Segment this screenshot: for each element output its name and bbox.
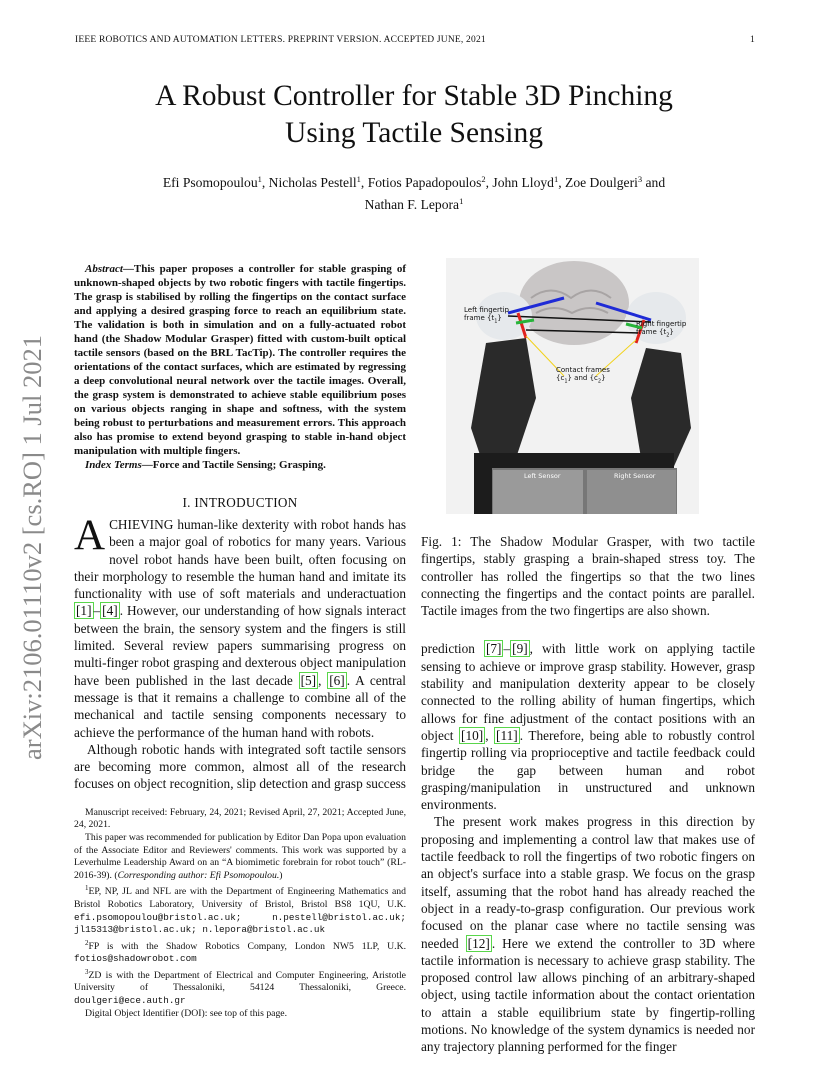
label-contact-frames: Contact frames $\{c_1\}$ and $\{c_2\}$ bbox=[556, 366, 610, 385]
footnote-affiliation-2: $^2$FP is with the Shadow Robotics Company, London NW5 1LP, U.K. fotios@shadowrobot.com bbox=[74, 938, 406, 965]
author: John Lloyd$^1$, bbox=[492, 174, 566, 190]
title-line-1: A Robust Controller for Stable 3D Pinching bbox=[155, 80, 673, 112]
figure-caption: Fig. 1: The Shadow Modular Grasper, with two tactile fingertips, stably grasping a brain-shaped stress toy. The controller has rolled the fingertips so that the two lines connecting the fingertips and the contact points are parallel. Tactile images from the two fingertips are also shown. bbox=[421, 534, 755, 619]
section-heading: I. INTRODUCTION bbox=[182, 495, 298, 510]
figure-shadow-grasper bbox=[446, 258, 699, 514]
body-paragraph: The present work makes progress in this direction by proposing and implementing a control law that makes use of tactile feedback to roll the fingertips of two robotic fingers on an object's surface into a stable grasp. We focus on the grasp itself, assuming that the robot hand has already reached the object in a ready-to-grasp configuration. Our previous work focused on the planar case where no tactile sensing was needed [12] . Here we extend the controller to 3D where tactile information is necessary to achieve grasp stability. The proposed control law allows pinching of an arbitrary-shaped object, using tactile information about the contact orientation to attain a stable equilibrium state by fingertip-rolling motions. No knowledge of the system dynamics is needed nor any trajectory planning performed for the finger bbox=[421, 814, 755, 1055]
journal-header: IEEE ROBOTICS AND AUTOMATION LETTERS. PREPRINT VERSION. ACCEPTED JUNE, 2021 bbox=[75, 35, 486, 45]
author: Zoe Doulgeri$^3$ and bbox=[565, 174, 666, 190]
author: Fotios Papadopoulos$^2$, bbox=[367, 174, 493, 190]
label-right-sensor: Right Sensor bbox=[614, 472, 656, 480]
footnote-received: Manuscript received: February, 24, 2021; Revised April, 27, 2021; Accepted June, 24, 2021. bbox=[74, 806, 406, 831]
abstract: Abstract—This paper proposes a controller for stable grasping of unknown-shaped objects by two robotic fingers with tactile fingertips. The grasp is stabilised by rolling the fingertips on the contact surface and applying a desired grasping force to reach an equilibrium state. The validation is both in simulation and on a fully-actuated robot hand (the Shadow Modular Grasper) fitted with custom-built optical tactile sensors (based on the BRL TacTip). The controller requires the orientations of the contact surfaces, which are estimated by regressing a deep convolutional neural network over the tactile images. Overall, the grasp system is demonstrated to achieve stable equilibrium poses on various objects ranging in shape and softness, with the system being robust to perturbations and measurement errors. This approach also has promise to extend beyond grasping to stable in-hand object manipulation with multiple fingers. bbox=[74, 263, 406, 457]
citation-link[interactable]: [11] bbox=[496, 727, 518, 743]
citation-link[interactable]: [12] bbox=[467, 935, 490, 951]
grasper-photo bbox=[446, 258, 699, 514]
label-left-sensor: Left Sensor bbox=[524, 472, 561, 480]
running-header bbox=[75, 35, 755, 49]
footnote-doi: Digital Object Identifier (DOI): see top of this page. bbox=[85, 1007, 288, 1019]
intro-paragraph-1: ACHIEVING human-like dexterity with robot hands has been a major goal of robotics for many years. Various novel robot hands have been built, often focusing on their morphology to resemble the human hand and imitate its functionality with use of soft materials and underactuation [1] – [4] . However, our understanding of how signals interact between the brain, the sensory system and the fingers is still limited. Several review papers summarising progress on multi-finger robot grasping and dexterous object manipulation have been published in the last decade [5] , [6] . A central message is that it remains a challenge to combine all of the mechanical and tactile sensing components necessary to achieve the performance of the human hand with robots. bbox=[74, 512, 406, 740]
body-paragraph: prediction [7] – [9] , with little work on applying tactile sensing to achieve or improve grasp stability. However, grasp stability and manipulation dexterity appear to be closely connected to the rolling ability of human fingertips, which allows for fine adjustment of the contact positions with an object [10] , [11] . Therefore, being able to robustly control fingertip rolling via proprioceptive and tactile feedback could bridge the gap between human and robot grasping/manipulation in unstructured and unknown environments. bbox=[421, 641, 755, 813]
citation-link[interactable]: [1] bbox=[76, 603, 92, 619]
paper-title bbox=[60, 78, 768, 152]
index-terms: Index Terms—Force and Tactile Sensing; Grasping. bbox=[85, 459, 326, 471]
citation-link[interactable]: [10] bbox=[461, 727, 484, 743]
page-number: 1 bbox=[750, 35, 755, 45]
citation-link[interactable]: [4] bbox=[102, 603, 118, 619]
label-left-fingertip: Left fingertip frame $\{t_1\}$ bbox=[464, 306, 510, 325]
title-line-2: Using Tactile Sensing bbox=[285, 117, 543, 149]
citation-link[interactable]: [5] bbox=[300, 672, 317, 688]
right-body-text bbox=[421, 640, 755, 1055]
footnotes bbox=[74, 807, 406, 1021]
author: Efi Psomopoulou$^1$, bbox=[162, 174, 269, 190]
label-right-fingertip: Right fingertip frame $\{t_2\}$ bbox=[636, 320, 687, 339]
arxiv-stamp: arXiv:2106.01110v2 [cs.RO] 1 Jul 2021 bbox=[17, 335, 47, 760]
footnote-recommended: This paper was recommended for publication by Editor Dan Popa upon evaluation of the Associate Editor and Reviewers' comments. This work was supported by a Leverhulme Leadership Award on an “A biomimetic forebrain for robot touch” (RL-2016-39). (Corresponding author: Efi Psomopoulou.) bbox=[74, 831, 406, 881]
left-column bbox=[74, 262, 406, 1020]
author-list bbox=[90, 170, 738, 214]
author: Nathan F. Lepora$^1$ bbox=[364, 196, 464, 212]
drop-cap: A bbox=[74, 512, 106, 559]
author: Nicholas Pestell$^1$, bbox=[268, 174, 368, 190]
right-column bbox=[421, 258, 755, 1056]
footnote-affiliation-3: $^3$ZD is with the Department of Electrical and Computer Engineering, Aristotle University of Thessaloniki, 54124 Thessaloniki, Greece. doulgeri@ece.auth.gr bbox=[74, 967, 406, 1007]
citation-link[interactable]: [7] bbox=[485, 641, 502, 657]
footnote-affiliation-1: $^1$EP, NP, JL and NFL are with the Department of Engineering Mathematics and Bristol Robotics Laboratory, University of Bristol, Bristol BS8 1QU, U.K. efi.psomopoulou@bristol.ac.uk; n.pestell@bristol.ac.uk; jl15313@bristol.ac.uk; n.lepora@bristol.ac.uk bbox=[74, 884, 406, 936]
citation-link[interactable]: [6] bbox=[329, 672, 345, 688]
citation-link[interactable]: [9] bbox=[512, 641, 528, 657]
intro-paragraph-2: Although robotic hands with integrated soft tactile sensors are becoming more common, almost all of the research focuses on object recognition, slip detection and grasp success bbox=[74, 741, 406, 792]
